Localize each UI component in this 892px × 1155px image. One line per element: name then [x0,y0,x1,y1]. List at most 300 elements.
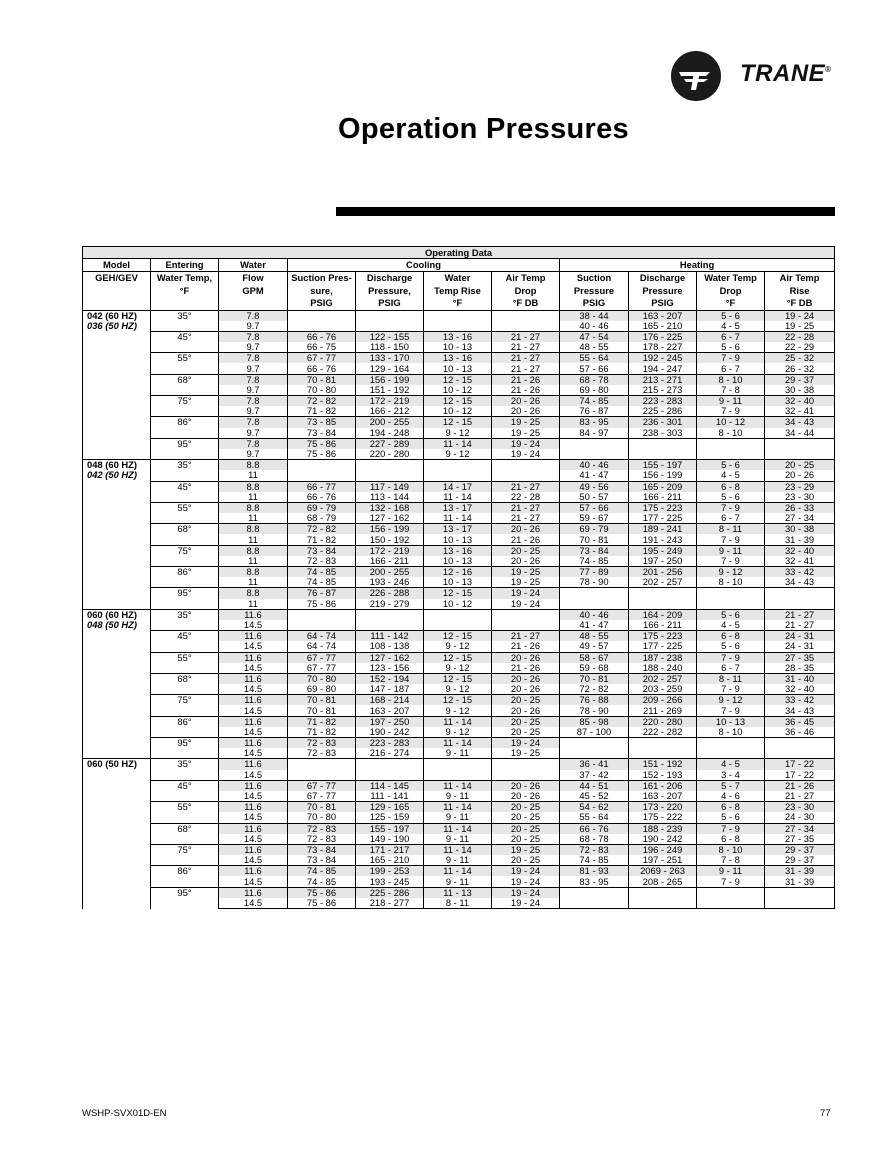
data-cell: 73 - 84 [288,844,356,855]
entering-temp-cell: 68° [151,524,219,545]
data-cell: 216 - 274 [356,748,424,759]
data-cell: 9 - 12 [424,684,492,695]
data-cell: 69 - 79 [560,524,629,535]
data-cell: 7 - 9 [697,353,765,364]
data-cell: 20 - 26 [492,396,560,407]
table-row [83,759,835,770]
data-cell [697,438,765,449]
data-cell: 36 - 46 [765,727,835,738]
data-cell: 7 - 9 [697,876,765,887]
data-cell: 19 - 24 [765,310,835,321]
data-cell: 200 - 255 [356,567,424,578]
data-cell: 188 - 240 [629,663,697,674]
data-cell: 9 - 11 [424,791,492,802]
data-cell: 9.7 [219,428,288,439]
table-row [83,673,835,684]
table-row [83,887,835,898]
data-cell: 195 - 249 [629,545,697,556]
header-h-air-line-1: Air Temp [779,272,820,283]
data-cell [629,748,697,759]
data-cell [629,449,697,460]
data-cell: 238 - 303 [629,428,697,439]
data-cell: 8 - 11 [697,673,765,684]
data-cell: 10 - 12 [697,417,765,428]
data-cell: 172 - 219 [356,545,424,556]
data-cell: 48 - 55 [560,631,629,642]
data-cell: 14.5 [219,898,288,909]
entering-temp-cell: 35° [151,460,219,481]
data-cell: 9 - 12 [424,428,492,439]
data-cell: 5 - 6 [697,310,765,321]
data-cell: 14.5 [219,641,288,652]
data-cell: 197 - 250 [356,716,424,727]
data-cell: 187 - 238 [629,652,697,663]
data-cell: 11.6 [219,631,288,642]
header-cooling: Cooling [288,259,560,272]
data-cell: 10 - 13 [424,534,492,545]
data-cell: 11 [219,599,288,610]
data-cell: 83 - 95 [560,876,629,887]
data-cell [356,770,424,781]
data-cell: 32 - 40 [765,684,835,695]
data-cell: 19 - 25 [492,748,560,759]
data-cell: 132 - 168 [356,502,424,513]
data-cell: 218 - 277 [356,898,424,909]
table-row [83,823,835,834]
data-cell: 111 - 142 [356,631,424,642]
data-cell: 66 - 76 [288,492,356,503]
data-cell: 34 - 44 [765,428,835,439]
data-cell: 31 - 39 [765,866,835,877]
data-cell [356,321,424,332]
data-cell: 21 - 27 [492,342,560,353]
data-cell: 11 [219,470,288,481]
data-cell: 8 - 10 [697,727,765,738]
data-cell: 117 - 149 [356,481,424,492]
model-name-60hz: 060 (60 HZ) [87,609,138,620]
data-cell: 10 - 13 [424,363,492,374]
data-cell [560,887,629,898]
data-cell [765,438,835,449]
data-cell: 48 - 55 [560,342,629,353]
data-cell: 202 - 257 [629,577,697,588]
data-cell: 11.6 [219,716,288,727]
data-cell [356,609,424,620]
entering-temp-cell: 86° [151,716,219,737]
data-cell: 175 - 223 [629,631,697,642]
data-cell: 9 - 12 [424,663,492,674]
data-cell: 64 - 74 [288,641,356,652]
data-cell: 19 - 25 [492,577,560,588]
data-cell: 11 - 14 [424,513,492,524]
data-cell [629,738,697,749]
data-cell: 151 - 192 [629,759,697,770]
table-row [83,738,835,749]
data-cell: 166 - 211 [356,556,424,567]
data-cell: 7.8 [219,396,288,407]
data-cell: 155 - 197 [356,823,424,834]
data-cell: 8.8 [219,545,288,556]
data-cell: 13 - 16 [424,545,492,556]
data-cell: 7.8 [219,353,288,364]
data-cell: 20 - 25 [492,812,560,823]
data-cell: 3 - 4 [697,770,765,781]
data-cell: 84 - 97 [560,428,629,439]
data-cell: 19 - 24 [492,866,560,877]
data-cell: 20 - 26 [492,556,560,567]
data-cell: 213 - 271 [629,374,697,385]
data-cell: 33 - 42 [765,567,835,578]
data-cell: 5 - 7 [697,780,765,791]
page-number: 77 [820,1108,831,1119]
data-cell: 68 - 78 [560,374,629,385]
data-cell: 21 - 27 [492,502,560,513]
data-cell: 10 - 13 [697,716,765,727]
data-cell: 19 - 24 [492,876,560,887]
data-cell: 147 - 187 [356,684,424,695]
data-cell: 33 - 42 [765,695,835,706]
data-cell: 161 - 206 [629,780,697,791]
data-cell: 58 - 67 [560,652,629,663]
data-cell: 9 - 12 [424,727,492,738]
data-cell: 23 - 30 [765,802,835,813]
header-flow [219,272,288,311]
header-h-water-line-2: Drop [719,284,742,296]
data-cell: 6 - 8 [697,834,765,845]
data-cell: 9 - 11 [697,866,765,877]
entering-temp-cell: 95° [151,588,219,609]
data-cell: 114 - 145 [356,780,424,791]
data-cell: 22 - 29 [765,342,835,353]
page-title: Operation Pressures [338,113,629,145]
data-cell: 14.5 [219,791,288,802]
data-cell: 12 - 15 [424,374,492,385]
data-cell: 10 - 13 [424,342,492,353]
table-row [83,567,835,578]
data-cell [560,738,629,749]
data-cell: 78 - 90 [560,577,629,588]
data-cell [560,588,629,599]
data-cell: 67 - 77 [288,663,356,674]
data-cell: 200 - 255 [356,417,424,428]
data-cell: 54 - 62 [560,802,629,813]
table-row [83,502,835,513]
data-cell: 73 - 84 [288,855,356,866]
data-cell: 11 - 14 [424,780,492,791]
data-cell: 19 - 24 [492,438,560,449]
data-cell: 164 - 209 [629,609,697,620]
data-cell: 23 - 30 [765,492,835,503]
data-cell: 14.5 [219,812,288,823]
data-cell: 19 - 25 [765,321,835,332]
entering-temp-cell: 45° [151,631,219,652]
data-cell: 59 - 68 [560,663,629,674]
entering-temp-cell: 35° [151,759,219,780]
data-cell: 156 - 199 [356,524,424,535]
data-cell: 75 - 86 [288,438,356,449]
data-cell: 9 - 11 [424,748,492,759]
entering-temp-cell: 45° [151,331,219,352]
data-cell: 12 - 15 [424,673,492,684]
table-row [83,631,835,642]
data-cell [288,759,356,770]
data-cell: 111 - 141 [356,791,424,802]
data-cell: 13 - 16 [424,331,492,342]
data-cell [697,599,765,610]
data-cell [765,898,835,909]
data-cell: 70 - 80 [288,812,356,823]
data-cell: 20 - 25 [492,716,560,727]
data-cell: 173 - 220 [629,802,697,813]
data-cell: 9.7 [219,342,288,353]
entering-temp-cell: 95° [151,738,219,759]
data-cell: 78 - 90 [560,705,629,716]
operating-data-body [83,310,835,909]
data-cell: 75 - 86 [288,898,356,909]
entering-temp-cell: 95° [151,438,219,459]
data-cell: 21 - 26 [765,780,835,791]
data-cell: 71 - 82 [288,406,356,417]
data-cell: 20 - 25 [765,460,835,471]
data-cell: 20 - 25 [492,823,560,834]
data-cell: 9.7 [219,321,288,332]
data-cell [424,460,492,471]
data-cell: 7.8 [219,438,288,449]
header-flow-line-3: GPM [242,284,264,296]
data-cell: 11 - 14 [424,738,492,749]
entering-temp-cell: 55° [151,652,219,673]
data-cell [288,470,356,481]
data-cell [424,770,492,781]
data-cell: 7 - 9 [697,823,765,834]
data-cell: 19 - 24 [492,887,560,898]
data-cell: 11 - 14 [424,802,492,813]
data-cell: 220 - 280 [629,716,697,727]
entering-temp-cell: 68° [151,823,219,844]
model-name-50hz: 036 (50 HZ) [87,319,138,331]
data-cell: 118 - 150 [356,342,424,353]
data-cell [424,620,492,631]
model-cell [83,759,151,909]
data-cell: 197 - 251 [629,855,697,866]
data-cell: 8.8 [219,502,288,513]
data-cell: 74 - 85 [288,866,356,877]
data-cell: 70 - 80 [288,385,356,396]
data-cell [492,609,560,620]
header-entering-1: Entering [151,259,219,272]
header-h-discharge-line-1: Discharge [639,272,686,283]
data-cell: 9 - 11 [424,834,492,845]
data-cell: 20 - 25 [492,727,560,738]
data-cell: 5 - 6 [697,609,765,620]
data-cell: 11.6 [219,844,288,855]
data-cell: 26 - 32 [765,363,835,374]
model-name-60hz: 042 (60 HZ) [87,310,138,321]
data-cell: 31 - 40 [765,673,835,684]
data-cell: 188 - 239 [629,823,697,834]
data-cell: 175 - 223 [629,502,697,513]
data-cell: 19 - 25 [492,844,560,855]
data-cell: 19 - 24 [492,449,560,460]
data-cell: 150 - 192 [356,534,424,545]
data-cell: 66 - 77 [288,481,356,492]
data-cell: 11 - 14 [424,716,492,727]
data-cell [560,438,629,449]
data-cell: 6 - 8 [697,481,765,492]
data-cell: 74 - 85 [560,855,629,866]
data-cell: 177 - 225 [629,513,697,524]
data-cell: 194 - 248 [356,428,424,439]
data-cell: 19 - 25 [492,428,560,439]
data-cell: 125 - 159 [356,812,424,823]
data-cell: 19 - 25 [492,567,560,578]
data-cell: 70 - 81 [288,802,356,813]
data-cell: 149 - 190 [356,834,424,845]
data-cell: 40 - 46 [560,460,629,471]
model-name-60hz: 060 (50 HZ) [87,758,138,770]
header-model-line-2: GEH/GEV [95,272,138,283]
data-cell: 21 - 26 [492,534,560,545]
data-cell [424,310,492,321]
data-cell [697,449,765,460]
data-cell: 14.5 [219,663,288,674]
data-cell: 220 - 280 [356,449,424,460]
data-cell: 9 - 12 [697,695,765,706]
data-cell: 127 - 162 [356,652,424,663]
data-cell: 24 - 31 [765,641,835,652]
data-cell: 7 - 9 [697,534,765,545]
entering-temp-cell: 75° [151,844,219,865]
data-cell: 73 - 85 [288,417,356,428]
data-cell: 21 - 26 [492,385,560,396]
data-cell: 72 - 83 [288,748,356,759]
data-cell: 41 - 47 [560,620,629,631]
data-cell: 74 - 85 [560,396,629,407]
data-cell: 72 - 83 [288,556,356,567]
data-cell: 66 - 76 [288,331,356,342]
data-cell: 11 [219,556,288,567]
data-cell: 7.8 [219,374,288,385]
header-h-discharge-line-2: Pressure [642,284,683,296]
data-cell: 29 - 37 [765,855,835,866]
header-c-discharge-line-2: Pressure, [368,284,411,296]
data-cell: 32 - 41 [765,406,835,417]
brand-name: TRANE® [740,60,832,87]
data-cell: 6 - 7 [697,331,765,342]
header-c-water-line-2: Temp Rise [434,284,481,296]
header-entering-line-2: Water Temp, [156,272,213,283]
data-cell: 11.6 [219,802,288,813]
data-cell [492,620,560,631]
data-cell: 85 - 98 [560,716,629,727]
header-c-suction [288,272,356,311]
data-cell: 9 - 11 [697,396,765,407]
header-h-water-line-3: °F [725,297,736,308]
data-cell [560,449,629,460]
header-flow-1: Water [219,259,288,272]
header-entering [151,272,219,311]
data-cell: 21 - 27 [492,513,560,524]
model-cell [83,609,151,759]
data-cell: 211 - 269 [629,705,697,716]
header-c-suction-line-2: sure, [310,284,333,296]
data-cell: 73 - 84 [288,545,356,556]
header-c-air-line-3: °F DB [512,297,539,308]
data-cell: 8 - 10 [697,428,765,439]
data-cell [288,770,356,781]
data-cell: 9.7 [219,449,288,460]
table-row [83,438,835,449]
header-h-suction-line-1: Suction [576,272,612,283]
table-row [83,353,835,364]
data-cell: 4 - 5 [697,759,765,770]
data-cell: 9 - 11 [424,855,492,866]
data-cell: 189 - 241 [629,524,697,535]
data-cell [288,460,356,471]
data-cell: 69 - 80 [560,385,629,396]
data-cell: 7 - 9 [697,652,765,663]
data-cell: 83 - 95 [560,417,629,428]
header-c-suction-line-1: Suction Pres- [291,272,352,283]
data-cell: 7.8 [219,310,288,321]
data-cell: 22 - 28 [492,492,560,503]
data-cell: 172 - 219 [356,396,424,407]
data-cell: 34 - 43 [765,577,835,588]
data-cell: 11 - 14 [424,844,492,855]
data-cell: 74 - 85 [288,876,356,887]
entering-temp-cell: 68° [151,673,219,694]
data-cell: 122 - 155 [356,331,424,342]
data-cell: 9.7 [219,406,288,417]
entering-temp-cell: 75° [151,396,219,417]
data-cell: 7 - 9 [697,705,765,716]
data-cell [765,449,835,460]
data-cell: 163 - 207 [356,705,424,716]
data-cell [288,620,356,631]
data-cell: 21 - 26 [492,641,560,652]
data-cell: 75 - 86 [288,887,356,898]
data-cell: 222 - 282 [629,727,697,738]
model-cell [83,460,151,610]
data-cell [424,759,492,770]
data-cell: 70 - 81 [560,673,629,684]
data-cell: 36 - 41 [560,759,629,770]
data-cell: 196 - 249 [629,844,697,855]
document-id: WSHP-SVX01D-EN [82,1108,167,1119]
entering-temp-cell: 75° [151,695,219,716]
data-cell: 59 - 67 [560,513,629,524]
data-cell: 21 - 26 [492,374,560,385]
data-cell: 165 - 209 [629,481,697,492]
data-cell: 71 - 82 [288,716,356,727]
data-cell: 7 - 9 [697,502,765,513]
data-cell: 34 - 43 [765,705,835,716]
data-cell: 6 - 8 [697,631,765,642]
data-cell: 74 - 85 [288,567,356,578]
data-cell: 20 - 26 [492,673,560,684]
data-cell: 5 - 6 [697,812,765,823]
data-cell: 67 - 77 [288,652,356,663]
data-cell: 11.6 [219,738,288,749]
entering-temp-cell: 86° [151,417,219,438]
data-cell: 151 - 192 [356,385,424,396]
header-c-air-line-1: Air Temp [505,272,546,283]
table-row [83,481,835,492]
data-cell: 20 - 26 [492,705,560,716]
data-cell: 20 - 26 [492,791,560,802]
data-cell: 4 - 5 [697,620,765,631]
data-cell: 71 - 82 [288,727,356,738]
